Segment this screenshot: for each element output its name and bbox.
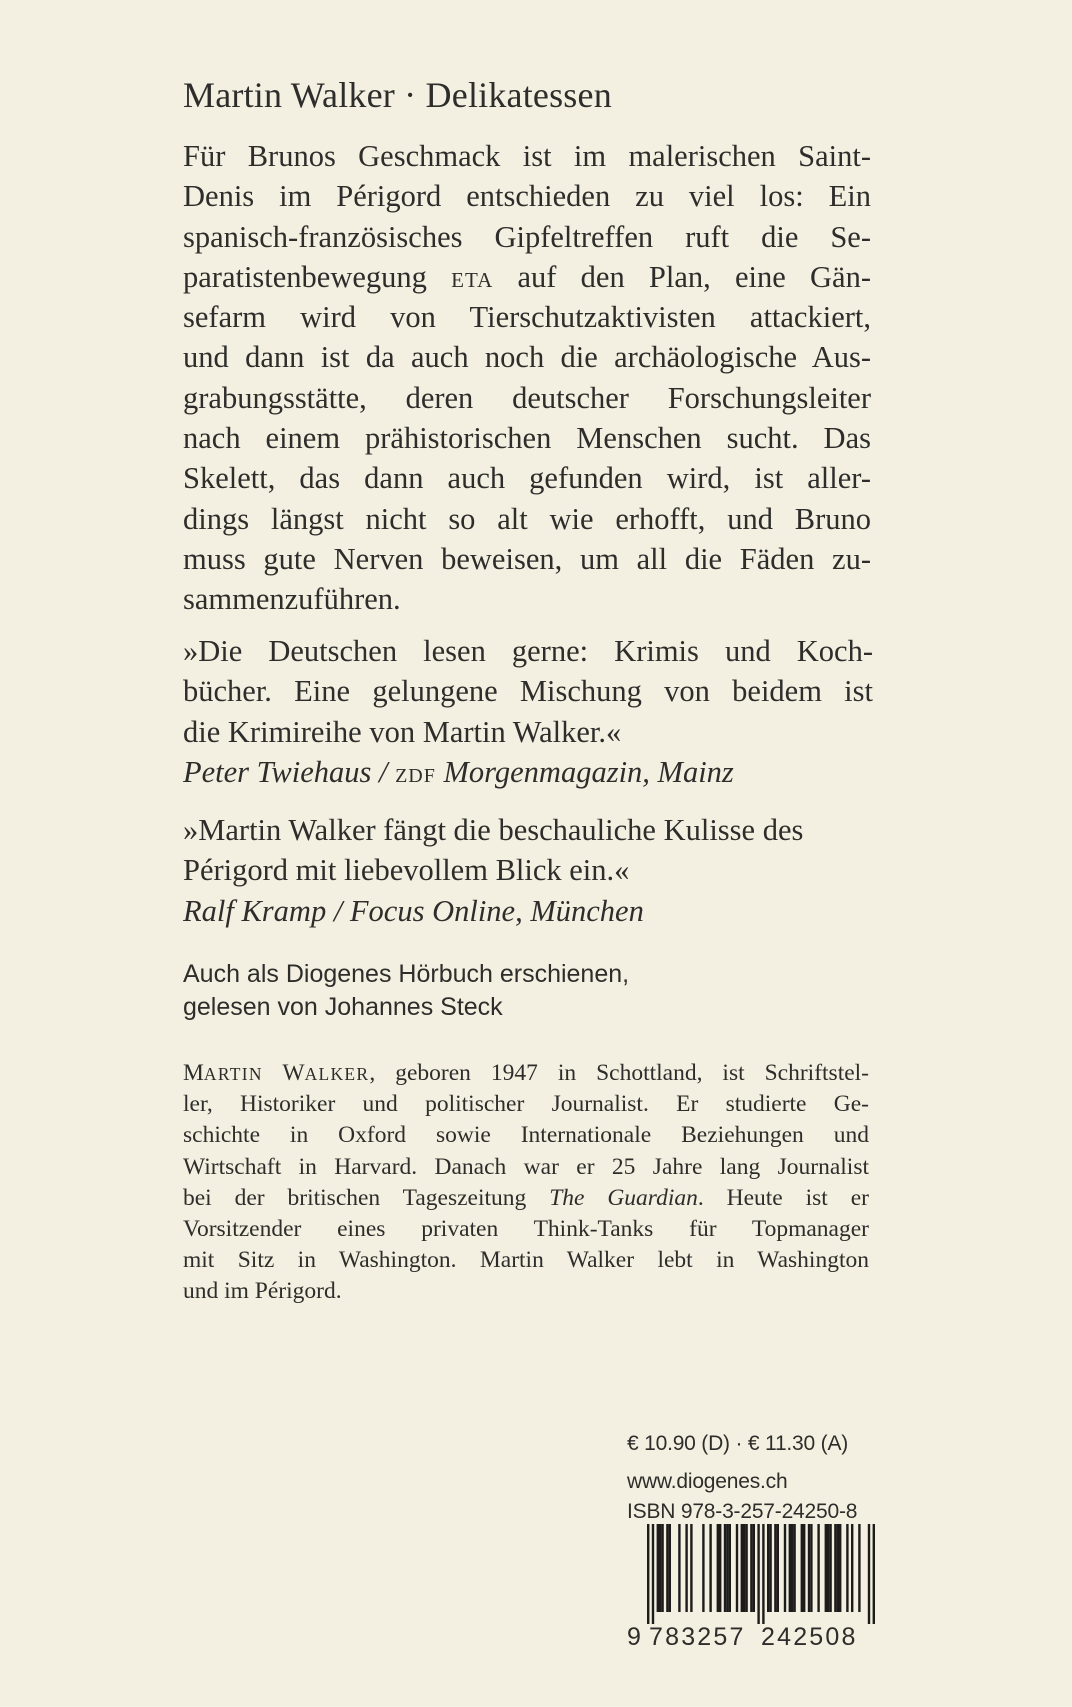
barcode-bar [777,1524,779,1612]
barcode-bar [793,1524,795,1612]
quote-line: »Die Deutschen lesen gerne: Krimis und Koch- [183,634,873,668]
review-quote-focus [183,810,873,931]
blurb-fragment: auf den Plan, eine Gän- [493,259,871,294]
barcode-digits [627,1623,877,1651]
author-bio [183,1058,869,1308]
bio-fragment: bei der britischen Tageszeitung [183,1184,550,1211]
barcode-bar [825,1524,827,1612]
barcode-bar [789,1524,791,1612]
blurb-line: muss gute Nerven beweisen, um all die Fäden zu- [183,541,871,576]
barcode-bar [745,1524,747,1612]
barcode-bar [829,1524,831,1612]
author-initial: W [282,1060,305,1086]
bio-line: und im Périgord. [183,1278,342,1305]
blurb-line: spanisch-französisches Gipfeltreffen ruft die Se- [183,219,871,254]
barcode-bar [690,1524,692,1612]
isbn-label: ISBN 978-3-257-24250-8 [627,1500,858,1523]
bio-line: ler, Historiker und politischer Journalist. Er studierte Ge- [183,1091,869,1118]
barcode-bar [736,1524,738,1612]
barcode-bar [837,1524,839,1612]
barcode-bar [709,1524,711,1612]
bio-line [183,1058,869,1089]
barcode-bar [729,1524,731,1612]
barcode-guard-bar [873,1524,875,1624]
blurb-line: dings längst nicht so alt wie erhofft, und Bruno [183,501,871,536]
bio-line: schichte in Oxford sowie Internationale Beziehungen und [183,1122,869,1149]
blurb-fragment: paratistenbewegung [183,259,452,294]
barcode-digits-right: 242508 [761,1623,858,1651]
barcode-digit-first: 9 [627,1623,641,1651]
blurb-line: und dann ist da auch noch die archäologische Aus- [183,340,871,375]
author-initial: M [183,1060,204,1086]
barcode-guard-bar [762,1524,764,1624]
author-smallcaps: ARTIN [203,1064,263,1084]
quote-line: die Krimireihe von Martin Walker.« [183,714,622,749]
book-title: Martin Walker · Delikatessen [183,75,612,115]
attribution-source: Morgenmagazin, Mainz [435,754,734,789]
barcode-bar [801,1524,803,1612]
barcode-bar [726,1524,728,1612]
barcode-bar [661,1524,663,1612]
bio-line: mit Sitz in Washington. Martin Walker lebt in Washington [183,1247,869,1274]
eta-acronym: ETA [451,267,494,292]
blurb-line: Denis im Périgord entschieden zu viel los: Ein [183,179,871,214]
barcode-bar [810,1524,812,1612]
barcode-digits-left: 783257 [649,1623,746,1651]
barcode-bar [753,1524,755,1612]
attribution-org: ZDF [395,764,436,787]
barcode-guard-bar [868,1524,870,1624]
barcode-bar [717,1524,719,1612]
barcode-bar [741,1524,743,1612]
barcode-bar [803,1524,805,1612]
barcode-bars [627,1524,877,1624]
barcode-bar [767,1524,769,1612]
review-quote-zdf [183,631,873,792]
barcode-bar [657,1524,659,1612]
barcode-bar [827,1524,829,1612]
newspaper-title: The Guardian [549,1184,698,1211]
barcode-guard-bar [647,1524,649,1624]
blurb-line: sefarm wird von Tierschutzaktivisten attackiert, [183,300,871,335]
barcode-bar [791,1524,793,1612]
barcode-bar [678,1524,680,1612]
barcode-bar [846,1524,848,1612]
barcode-bar [659,1524,661,1612]
publisher-website: www.diogenes.ch [627,1470,788,1493]
quote-line: »Martin Walker fängt die beschauliche Kulisse des [183,813,804,847]
blurb-line: Skelett, das dann auch gefunden wird, ist aller- [183,461,871,496]
quote-line: Périgord mit liebevollem Blick ein.« [183,853,630,888]
barcode-guard-bar [652,1524,654,1624]
ean-barcode [627,1524,877,1624]
quote-attribution: Ralf Kramp / Focus Online, München [183,893,644,928]
barcode-bar [858,1524,860,1612]
barcode-bar [851,1524,853,1612]
barcode-guard-bar [757,1524,759,1624]
barcode-bar [839,1524,841,1612]
blurb-text [183,136,871,620]
barcode-bar [669,1524,671,1612]
quote-attribution [183,752,873,792]
barcode-bar [702,1524,704,1612]
bio-fragment: , geboren 1947 in Schottland, ist Schriftstel- [369,1060,870,1086]
barcode-bar [769,1524,771,1612]
barcode-bar [724,1524,726,1612]
barcode-bar [817,1524,819,1612]
barcode-bar [774,1524,776,1612]
barcode-bar [784,1524,786,1612]
price-label: € 10.90 (D) · € 11.30 (A) [627,1432,849,1455]
barcode-bar [719,1524,721,1612]
barcode-bar [666,1524,668,1612]
audiobook-line: gelesen von Johannes Steck [183,993,503,1021]
attribution-name: Peter Twiehaus / [183,754,396,789]
blurb-line: nach einem prähistorischen Menschen sucht. Das [183,421,871,456]
bio-line [183,1183,869,1214]
blurb-line: sammenzuführen. [183,582,401,617]
blurb-line: Für Brunos Geschmack ist im malerischen Saint- [183,139,871,173]
barcode-bar [808,1524,810,1612]
barcode-bar [743,1524,745,1612]
blurb-line [183,257,871,297]
author-smallcaps: ALKER [304,1064,370,1084]
audiobook-note [183,958,629,1024]
bio-line: Vorsitzender eines privaten Think-Tanks für Topmanager [183,1215,869,1242]
blurb-line: grabungsstätte, deren deutscher Forschungsleiter [183,380,871,415]
barcode-bar [685,1524,687,1612]
audiobook-line: Auch als Diogenes Hörbuch erschienen, [183,960,630,988]
barcode-bar [750,1524,752,1612]
bio-line: Wirtschaft in Harvard. Danach war er 25 Jahre lang Journalist [183,1153,869,1180]
bio-fragment: . Heute ist er [697,1184,869,1211]
quote-line: bücher. Eine gelungene Mischung von beidem ist [183,674,873,709]
barcode-bar [834,1524,836,1612]
